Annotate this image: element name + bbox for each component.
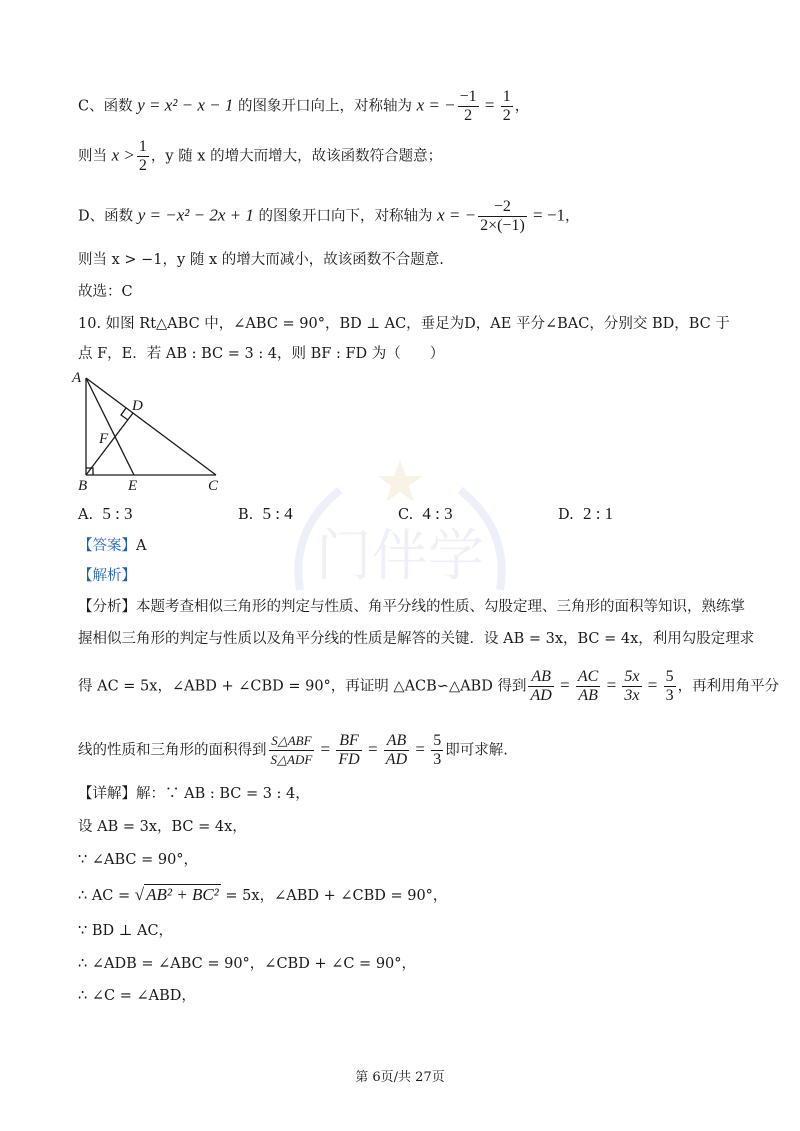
choice-line: 故选：C [78,284,133,300]
section-d-line1: D、函数 y = −x² − 2x + 1 的图象开口向下，对称轴为 x = − $\frac{-2}{2\times(-1)}$ = −1， [78,198,580,234]
detail-line5: ∵ BD ⊥ AC， [78,923,174,939]
edge-ac [86,378,216,475]
page-footer: 第 6页/共 27页 [355,1070,445,1085]
answer-line: 【答案】A [78,538,147,554]
section-c-line1: C、函数 y = x² − x − 1 的图象开口向上，对称轴为 x = − $\frac{-1}{2}$ = $\frac{1}{2}$ ， [78,88,530,124]
analysis-line1: 【分析】本题考查相似三角形的判定与性质、角平分线的性质、勾股定理、三角形的面积等知识，熟练掌 [78,599,745,615]
label-e: E [128,478,138,494]
watermark-text: 门伴学 [316,524,484,589]
segment-ae [86,378,134,475]
section-c-line2: 则当 x > $\frac{1}{2}$ ，y 随 x 的增大而增大，故该函数符合题意； [78,138,443,174]
analysis-line3: 得 AC = 5x，∠ABD + ∠CBD = 90°，再证明 △ACB∽△ABD 得到 $\frac{AB}{AD}$ = $\frac{AC}{AB}$ = $\frac{5x}{3x}$ = $\frac{5}{3}$ ，再利用角平分 [78,668,780,704]
analysis-line2: 握相似三角形的判定与性质以及角平分线的性质是解答的关键．设 AB = 3x，BC = 4x，利用勾股定理求 [78,631,755,647]
triangle-figure [70,368,230,494]
option-d[interactable]: D. 2 : 1 [558,504,614,523]
detail-line7: ∴ ∠C = ∠ABD， [78,988,196,1004]
right-angle-d [121,408,128,420]
segment-bd [86,413,133,475]
label-f: F [99,431,109,447]
detail-line1: 【详解】解：∵ AB : BC = 3 : 4， [78,786,310,802]
label-c: C [208,478,219,494]
option-c[interactable]: C. 4 : 3 [398,504,453,523]
question-line1: 10. 如图 Rt△ABC 中，∠ABC = 90°，BD ⊥ AC，垂足为D，AE 平分∠BAC，分别交 BD，BC 于 [78,316,730,332]
label-d: D [132,398,143,414]
question-line2: 点 F，E．若 AB : BC = 3 : 4，则 BF : FD 为（ ） [78,346,445,362]
analysis-tag: 【解析】 [78,568,136,584]
label-b: B [78,478,88,494]
label-a: A [72,370,82,386]
section-d-line2: 则当 x > −1，y 随 x 的增大而减小，故该函数不合题意. [78,252,444,268]
detail-line6: ∴ ∠ADB = ∠ABC = 90°，∠CBD + ∠C = 90°， [78,956,417,972]
detail-line4: ∴ AC = √ AB² + BC² = 5x，∠ABD + ∠CBD = 90°， [78,885,448,904]
detail-line2: 设 AB = 3x，BC = 4x， [78,819,247,835]
detail-line3: ∵ ∠ABC = 90°， [78,852,199,868]
option-a[interactable]: A. 5 : 3 [78,504,133,523]
analysis-line4: 线的性质和三角形的面积得到 $\frac{\text{S△ABF}}{\text{S△ADF}}$ = $\frac{BF}{FD}$ = $\frac{AB}{AD}$ = $\frac{5}{3}$ 即可求解. [78,732,508,768]
option-b[interactable]: B. 5 : 4 [238,504,293,523]
answer-tag: 【答案】 [78,538,136,554]
